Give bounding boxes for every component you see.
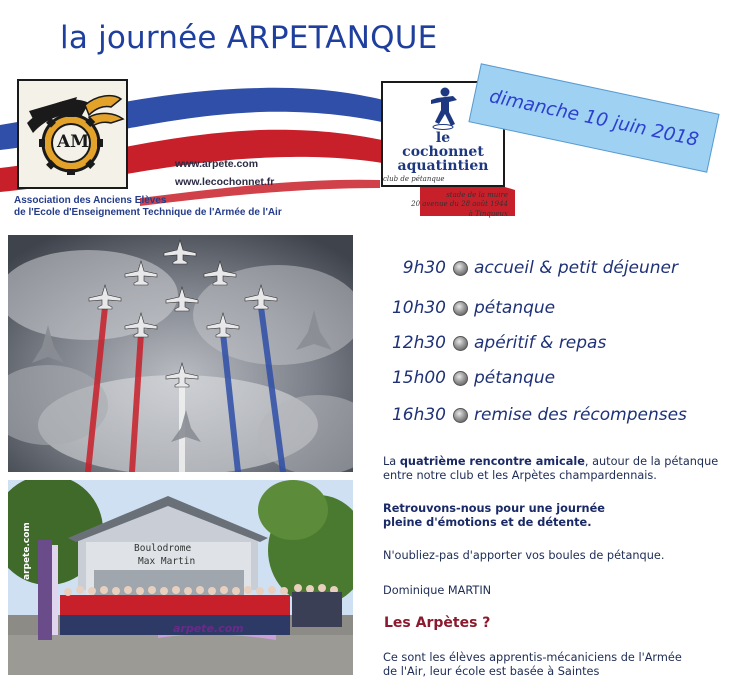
club-label: club de pétanque	[383, 175, 445, 183]
schedule-label: pétanque	[474, 368, 556, 388]
intro-line-2: entre notre club et les Arpètes champardennais.	[383, 469, 657, 482]
association-name-line-1: Association des Anciens Elèves	[14, 195, 167, 206]
address-line-1: stade de la muire	[446, 191, 508, 199]
schedule-row	[388, 298, 555, 318]
section-body-line-2: de l'Air, leur école est basée à Saintes	[383, 665, 600, 678]
address-line-2: 20 avenue du 28 août 1944	[411, 200, 508, 208]
section-body-line-1: Ce sont les élèves apprentis-mécaniciens de l'Armée	[383, 651, 682, 664]
schedule-label: accueil & petit déjeuner	[474, 258, 678, 278]
address-line-3: à Tinqueux	[468, 210, 508, 218]
schedule-label: pétanque	[474, 298, 556, 318]
intro-prefix: La	[383, 455, 400, 468]
callout-line-1: Retrouvons-nous pour une journée	[383, 502, 605, 515]
page-title: la journée ARPETANQUE	[60, 20, 438, 56]
event-date: dimanche 10 juin 2018	[487, 85, 701, 151]
callout-line-2: pleine d'émotions et de détente.	[383, 516, 592, 529]
intro-suffix: , autour de la pétanque	[584, 455, 719, 468]
section-body	[383, 651, 682, 679]
petanque-player-icon	[423, 86, 463, 130]
group-banner-text: arpete.com	[173, 622, 244, 635]
petanque-ball-icon	[453, 371, 468, 386]
aaeeta-logo	[17, 79, 128, 189]
schedule-row	[388, 405, 687, 425]
website-lecochonnet[interactable]: www.lecochonnet.fr	[175, 176, 275, 188]
cochonnet-logo-line-1: le	[435, 130, 451, 146]
signature: Dominique MARTIN	[383, 584, 492, 597]
schedule-row	[388, 333, 606, 353]
aaeeta-logo-monogram: AM	[57, 132, 90, 152]
section-heading: Les Arpètes ?	[384, 615, 491, 631]
schedule-label: apéritif & repas	[474, 333, 607, 353]
schedule-time: 9h30	[402, 258, 446, 278]
schedule-time: 15h00	[391, 368, 446, 388]
schedule-row	[388, 368, 555, 388]
website-arpete[interactable]: www.arpete.com	[175, 158, 259, 170]
schedule-time: 16h30	[391, 405, 446, 425]
intro-paragraph	[383, 455, 718, 483]
vertical-flag-text: arpete.com	[22, 522, 32, 580]
petanque-ball-icon	[453, 408, 468, 423]
aerobatic-jets-photo	[8, 235, 353, 472]
boulodrome-sign-line-1: Boulodrome	[134, 543, 192, 554]
schedule-row	[388, 258, 678, 278]
intro-bold: quatrième rencontre amicale	[399, 455, 585, 468]
petanque-ball-icon	[453, 261, 468, 276]
schedule-time: 10h30	[391, 298, 446, 318]
cochonnet-logo-line-2: cochonnet	[402, 144, 484, 160]
callout-paragraph	[383, 502, 605, 530]
petanque-ball-icon	[453, 336, 468, 351]
reminder-text: N'oubliez-pas d'apporter vos boules de pétanque.	[383, 549, 665, 562]
petanque-ball-icon	[453, 301, 468, 316]
cochonnet-logo-line-3: aquatintien	[397, 158, 489, 174]
schedule-label: remise des récompenses	[474, 405, 687, 425]
boulodrome-sign-line-2: Max Martin	[138, 556, 196, 567]
association-name-line-2: de l'Ecole d'Enseignement Technique de l'Armée de l'Air	[14, 207, 282, 218]
group-photo-boulodrome	[8, 480, 353, 675]
schedule-time: 12h30	[391, 333, 446, 353]
